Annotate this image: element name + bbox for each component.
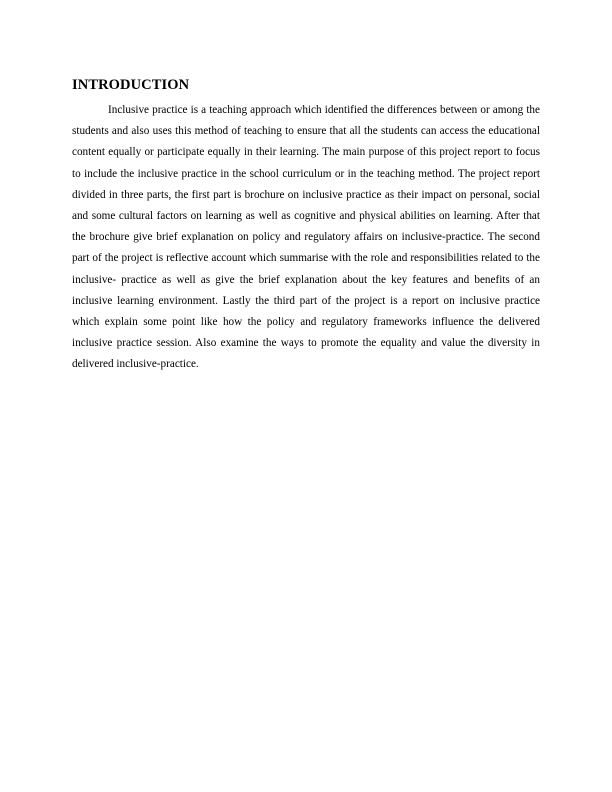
section-heading: INTRODUCTION (72, 77, 190, 93)
page-content (72, 76, 540, 376)
introduction-paragraph: Inclusive practice is a teaching approach which identified the differences between or among the students and also uses this method of teaching to ensure that all the students can access the educational content equally or participate equally in their learning. The main purpose of this project report to focus to include the inclusive practice in the school curriculum or in the teaching method. The project report divided in three parts, the first part is brochure on inclusive practice as their impact on personal, social and some cultural factors on learning as well as cognitive and physical abilities on learning. After that the brochure give brief explanation on policy and regulatory affairs on inclusive-practice. The second part of the project is reflective account which summarise with the role and responsibilities related to the inclusive- practice as well as give the brief explanation about the key features and benefits of an inclusive learning environment. Lastly the third part of the project is a report on inclusive practice which explain some point like how the policy and regulatory frameworks influence the delivered inclusive practice session. Also examine the ways to promote the equality and value the diversity in delivered inclusive-practice. (72, 104, 540, 371)
